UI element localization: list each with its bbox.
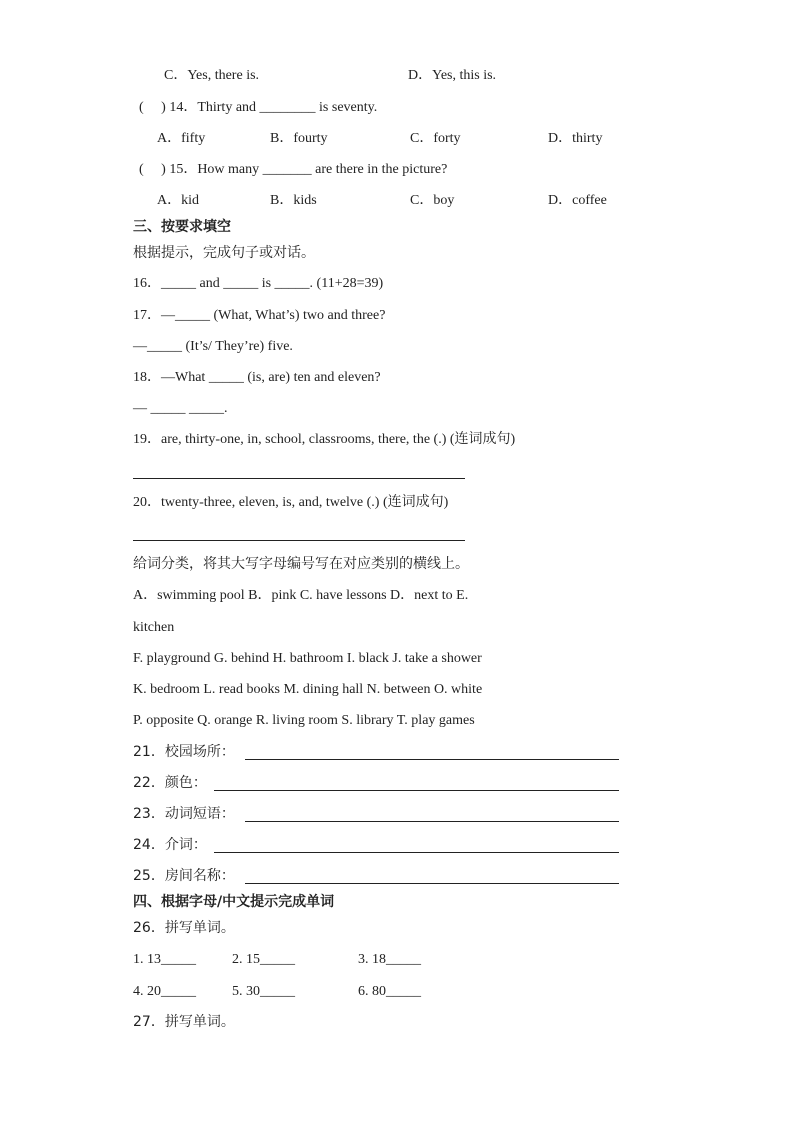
q13-option-d: D．Yes, this is. [408,68,497,83]
q18-question: 18．—What _____ (is, are) ten and eleven? [133,370,381,385]
spell-item: 6. 80_____ [358,984,421,999]
q14-option-d: D．thirty [548,131,603,146]
q26: 26．拼写单词。 [133,920,235,936]
q13-option-c: C．Yes, there is. [164,68,260,83]
spell-item: 3. 18_____ [358,952,421,967]
q21-answer-line [245,759,619,760]
q14-option-b: B．fourty [270,131,328,146]
spell-item: 4. 20_____ [133,984,196,999]
classify-instruction: 给词分类，将其大写字母编号写在对应类别的横线上。 [133,556,469,572]
section3-heading: 三、按要求填空 [133,219,231,235]
spell-item: 2. 15_____ [232,952,295,967]
q25-answer-line [245,883,619,884]
section3-instruction: 根据提示，完成句子或对话。 [133,245,315,261]
word-bank-row: A．swimming pool B．pink C. have lessons D．next to E. [133,588,469,603]
q22-answer-line [214,790,619,791]
q25-label: 25．房间名称： [133,868,235,884]
q16: 16．_____ and _____ is _____. (11+28=39) [133,276,384,291]
q15-option-c: C．boy [410,193,455,208]
q23-label: 23．动词短语： [133,806,235,822]
q27: 27．拼写单词。 [133,1014,235,1030]
q18-answer: — _____ _____. [133,401,228,416]
q19: 19．are, thirty-one, in, school, classrooms, there, the (.) (连词成句) [133,432,516,447]
word-bank-row: F. playground G. behind H. bathroom I. black J. take a shower [133,651,482,666]
section4-heading: 四、根据字母/中文提示完成单词 [133,894,335,910]
q20: 20．twenty-three, eleven, is, and, twelve (.) (连词成句) [133,495,449,510]
word-bank-row: K. bedroom L. read books M. dining hall N. between O. white [133,682,483,697]
q17-question: 17．—_____ (What, What’s) two and three? [133,308,386,323]
q15-stem: ( ) 15．How many _______ are there in the picture? [139,162,448,177]
q23-answer-line [245,821,619,822]
spell-item: 1. 13_____ [133,952,196,967]
q15-option-d: D．coffee [548,193,607,208]
q21-label: 21．校园场所： [133,744,235,760]
q14-stem: ( ) 14．Thirty and ________ is seventy. [139,100,378,115]
word-bank-row: P. opposite Q. orange R. living room S. library T. play games [133,713,475,728]
q24-answer-line [214,852,619,853]
q15-option-b: B．kids [270,193,317,208]
word-bank-row: kitchen [133,620,175,635]
spell-item: 5. 30_____ [232,984,295,999]
q24-label: 24．介词： [133,837,207,853]
q15-option-a: A．kid [157,193,199,208]
q19-answer-line [133,478,465,479]
q17-answer: —_____ (It’s/ They’re) five. [133,339,293,354]
q14-option-a: A．fifty [157,131,206,146]
q20-answer-line [133,540,465,541]
q14-option-c: C．forty [410,131,461,146]
q22-label: 22．颜色： [133,775,207,791]
